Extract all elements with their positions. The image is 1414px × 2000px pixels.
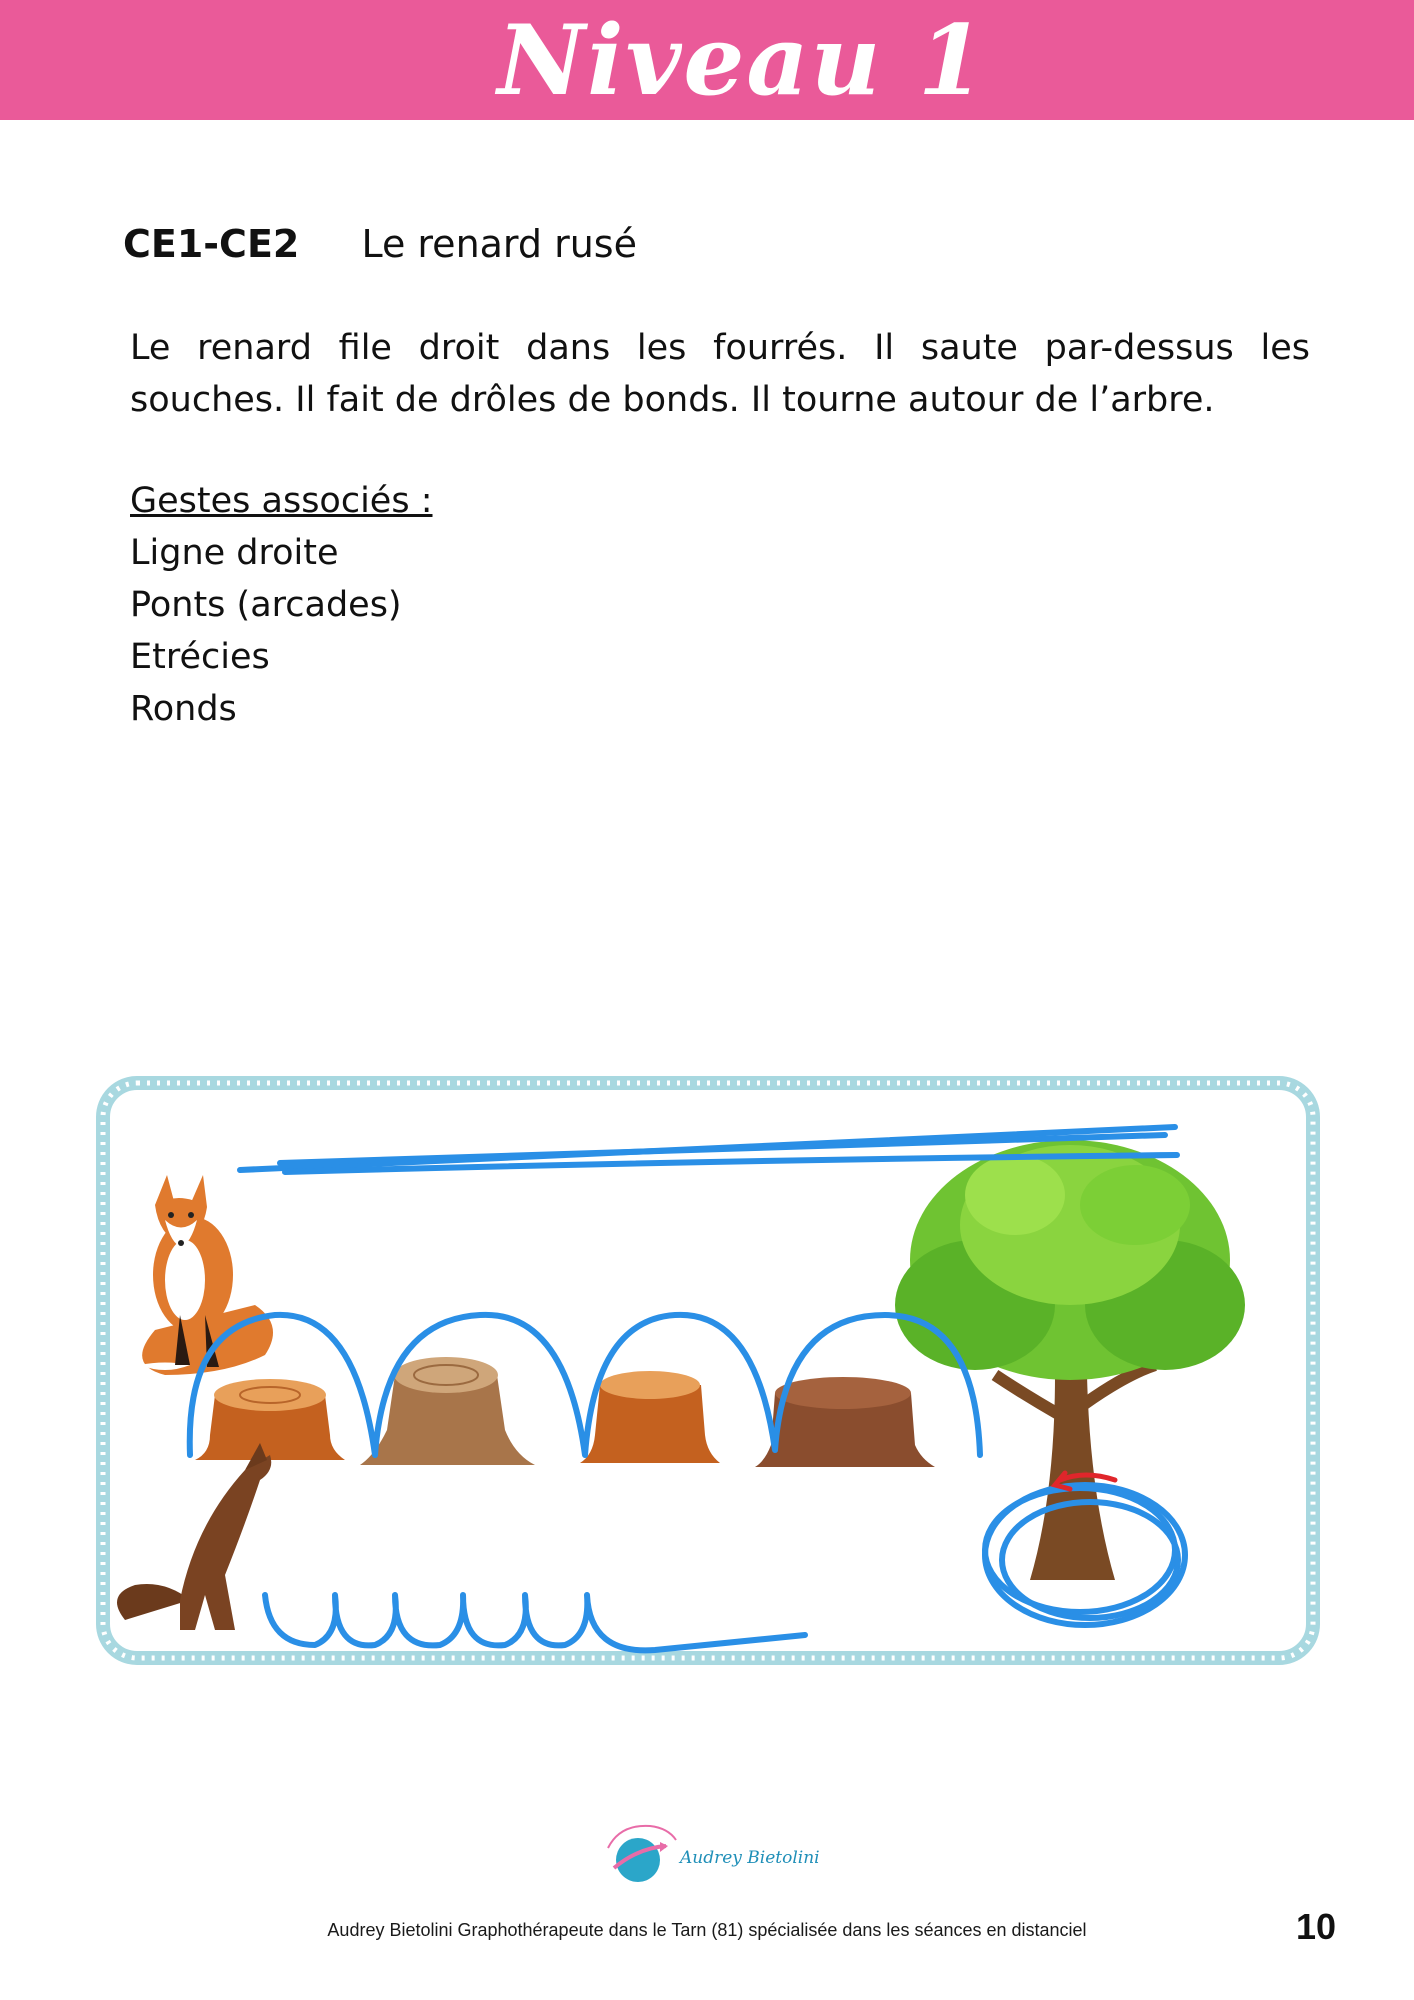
gesture-item: Ronds <box>130 689 237 729</box>
logo-text: Audrey Bietolini <box>680 1848 820 1868</box>
level-title: Niveau 1 <box>497 3 987 117</box>
gesture-item: Ponts (arcades) <box>130 585 402 625</box>
fox-jumping-icon <box>117 1443 271 1630</box>
tree-stump-icon <box>755 1377 935 1467</box>
footer-text: Audrey Bietolini Graphothérapeute dans le Tarn (81) spécialisée dans les séances en distanciel <box>327 1920 1087 1940</box>
tree-stump-icon <box>580 1371 720 1463</box>
fox-sitting-icon <box>140 1175 273 1375</box>
gestures-section <box>130 475 433 735</box>
story-paragraph <box>130 322 1310 426</box>
exercise-heading <box>123 222 637 266</box>
tracing-illustration <box>95 1075 1321 1666</box>
footer-logo <box>600 1818 820 1900</box>
gestures-title: Gestes associés : <box>130 481 433 521</box>
gestures-list <box>130 527 433 735</box>
tree-stump-icon <box>360 1357 535 1465</box>
gesture-item: Etrécies <box>130 637 270 677</box>
page-header <box>0 0 1414 120</box>
class-level: CE1-CE2 <box>123 222 300 266</box>
tree-icon <box>895 1140 1245 1580</box>
tree-stump-icon <box>195 1379 345 1460</box>
gesture-item: Ligne droite <box>130 533 339 573</box>
page-number: 10 <box>1296 1906 1337 1947</box>
globe-logo-icon <box>600 1818 680 1900</box>
loops-trace <box>265 1595 805 1650</box>
story-title: Le renard rusé <box>361 222 637 266</box>
story-text: Le renard file droit dans les fourrés. Il saute par-dessus les souches. Il fait de drôles de bonds. Il tourne autour de l’arbre. <box>130 328 1310 420</box>
